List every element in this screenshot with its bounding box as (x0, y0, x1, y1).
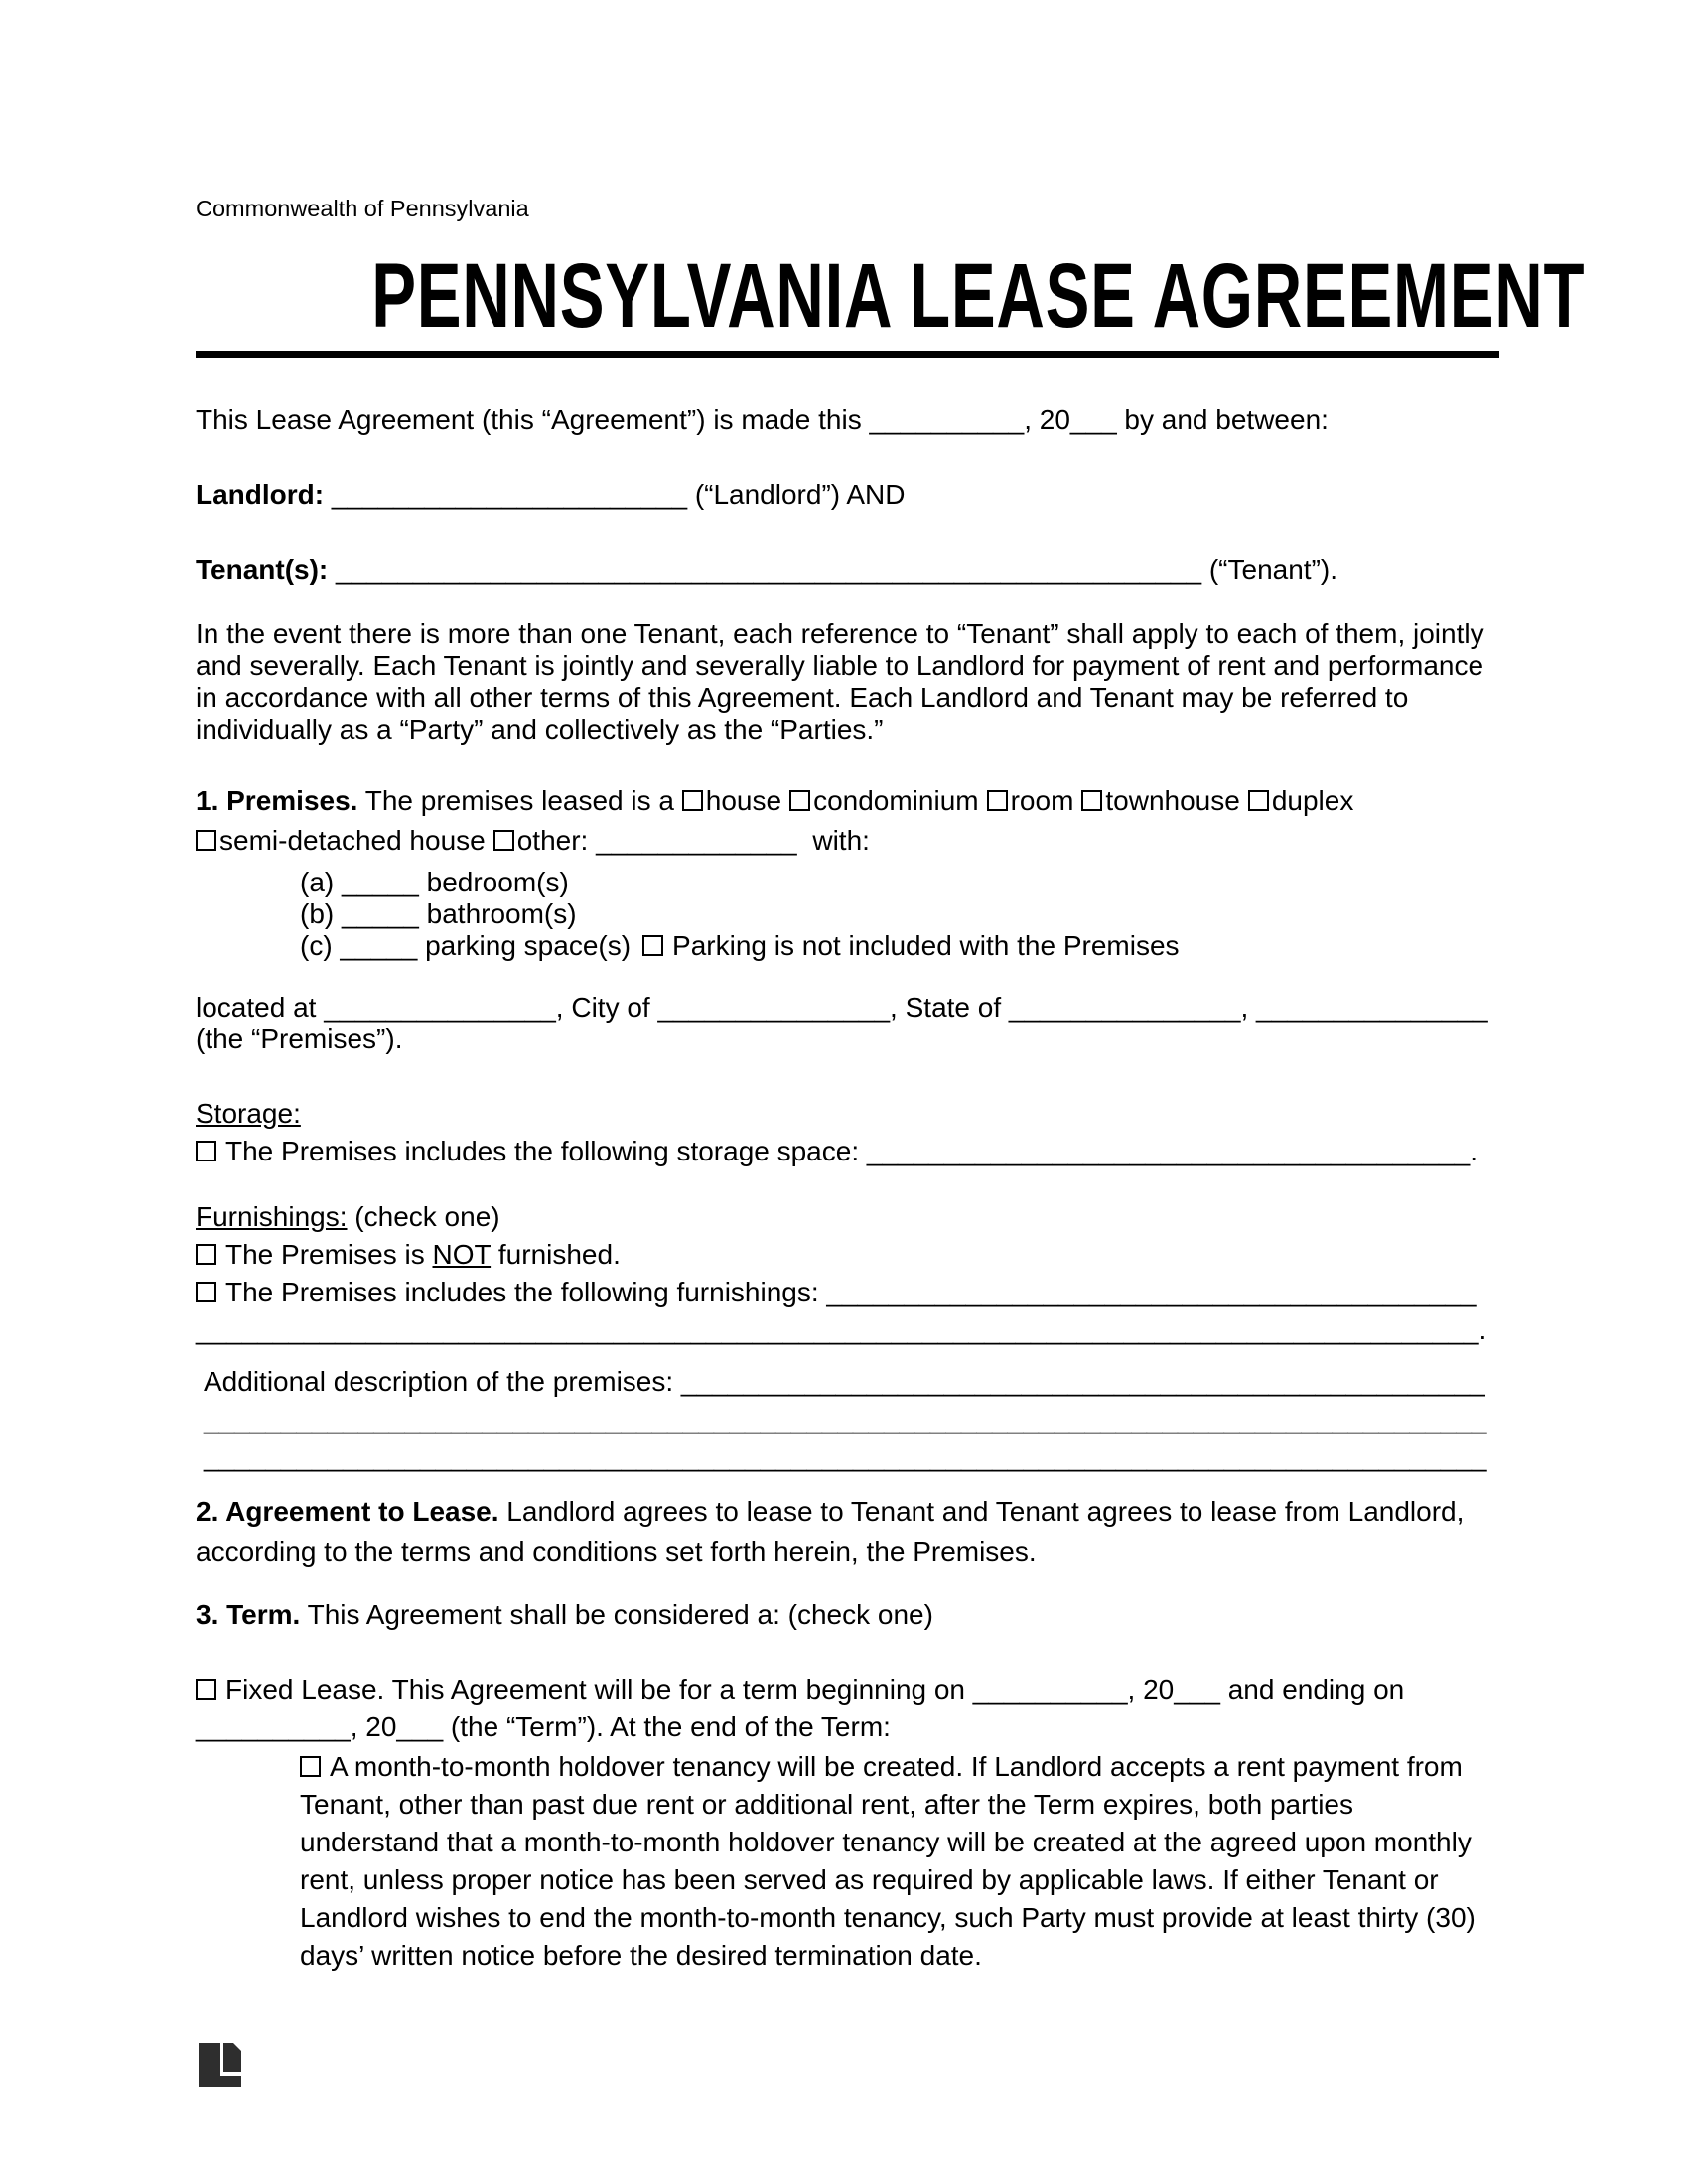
landlord-label: Landlord: (196, 479, 325, 510)
property-type-label: room (1010, 785, 1074, 816)
parking-note: Parking is not included with the Premises (672, 930, 1180, 961)
additional-description-block (196, 1363, 1499, 1476)
additional-description-label: Additional description of the premises: ____________________________________________________ (204, 1366, 1485, 1397)
property-type-label: condominium (813, 785, 979, 816)
with-suffix: with: (804, 825, 870, 856)
checkbox-holdover-tenancy[interactable] (300, 1756, 321, 1777)
furnishings-heading: Furnishings: (check one) (196, 1201, 500, 1232)
furnishings-heading-suffix: (check one) (347, 1201, 500, 1232)
detail-bedrooms: (a) _____ bedroom(s) (300, 867, 569, 897)
intro-paragraph: This Lease Agreement (this “Agreement”) is made this __________, 20___ by and between: (196, 404, 1329, 435)
additional-description-blank-line: ___________________________________________________________________________________ (204, 1441, 1487, 1472)
premises-detail-list (196, 867, 1499, 962)
multi-tenant-paragraph: In the event there is more than one Tenant, each reference to “Tenant” shall apply to each of them, jointly and severally. Each Tenant is jointly and severally liable to Landlord for payment of rent and performance in accordance with all other terms of this Agreement. Each Landlord and Tenant may be referred to individually as a “Party” and collectively as the “Parties.” (196, 618, 1484, 745)
property-type-label: townhouse (1105, 785, 1240, 816)
fixed-lease-text: Fixed Lease. This Agreement will be for a term beginning on __________, 20___ and ending on __________, 20___ (the “Term”). At the end of the Term: (196, 1674, 1405, 1742)
detail-bathrooms: (b) _____ bathroom(s) (300, 898, 577, 929)
checkbox-furnished[interactable] (196, 1282, 216, 1302)
section-2-agreement (196, 1492, 1499, 1571)
storage-block (196, 1095, 1499, 1170)
property-type-label: duplex (1271, 785, 1354, 816)
storage-option-text: The Premises includes the following storage space: _______________________________________. (225, 1136, 1477, 1166)
checkbox-duplex[interactable] (1248, 790, 1269, 811)
property-type-option-room (987, 785, 1074, 816)
legal-templates-logo (199, 2043, 241, 2087)
property-type-option-other (493, 825, 797, 856)
tenant-blank: ________________________________________________________ (“Tenant”). (328, 554, 1337, 585)
property-type-option-house (682, 785, 781, 816)
tenant-line (196, 554, 1499, 586)
checkbox-semi-detached[interactable] (196, 830, 216, 851)
fixed-lease-option (196, 1671, 1499, 1746)
not-word: NOT (432, 1239, 492, 1270)
checkbox-fixed-lease[interactable] (196, 1679, 216, 1700)
not-furnished-line: The Premises is NOT furnished. (196, 1236, 1499, 1274)
landlord-blank: _______________________ (“Landlord”) AND (324, 479, 906, 510)
page-title: PENNSYLVANIA LEASE AGREEMENT (371, 245, 1586, 346)
section-3-heading: 3. Term. (196, 1599, 301, 1630)
furnishings-list-blank: The Premises includes the following furnishings: __________________________________________ (225, 1277, 1477, 1307)
section-3-text: This Agreement shall be considered a: (check one) (300, 1599, 933, 1630)
section-2-heading: 2. Agreement to Lease. (196, 1496, 499, 1527)
furnishings-block (196, 1198, 1499, 1349)
section-2-text: Landlord agrees to lease to Tenant and Tenant agrees to lease from Landlord, according to the terms and conditions set forth herein, the Premises. (196, 1496, 1465, 1567)
section-3-term (196, 1599, 1499, 1631)
tenant-label: Tenant(s): (196, 554, 329, 585)
section-1-premises (196, 781, 1499, 861)
holdover-tenancy-option (196, 1748, 1499, 1975)
title-underline (196, 245, 1586, 358)
furnishings-list-blank-cont: ___________________________________________________________________________________. (196, 1314, 1487, 1345)
located-at-paragraph: located at _______________, City of _______________, State of _______________, _______________ (the “Premises”). (196, 992, 1488, 1054)
detail-parking-text: (c) _____ parking space(s) (300, 930, 632, 961)
section-1-heading: 1. Premises. (196, 785, 358, 816)
detail-parking (300, 930, 1499, 962)
property-type-label: semi-detached house (219, 825, 486, 856)
checkbox-room[interactable] (987, 790, 1008, 811)
checkbox-other[interactable] (493, 830, 514, 851)
checkbox-townhouse[interactable] (1081, 790, 1102, 811)
holdover-text: A month-to-month holdover tenancy will be created. If Landlord accepts a rent payment from Tenant, other than past due rent or additional rent, after the Term expires, both parties understand that a month-to-month holdover tenancy will be created at the agreed upon monthly rent, unless proper notice has been served as required by applicable laws. If either Tenant or Landlord wishes to end the month-to-month tenancy, such Party must provide at least thirty (30) days’ written notice before the desired termination date. (300, 1751, 1476, 1971)
jurisdiction-note: Commonwealth of Pennsylvania (196, 196, 529, 221)
checkbox-parking-not-included[interactable] (642, 935, 663, 956)
furnished-line (196, 1274, 1499, 1349)
additional-description-blank-line: ___________________________________________________________________________________ (204, 1404, 1487, 1434)
property-type-label: other: _____________ (516, 825, 797, 856)
property-type-label: house (705, 785, 782, 816)
checkbox-not-furnished[interactable] (196, 1244, 216, 1265)
landlord-line (196, 479, 1499, 511)
storage-option-line (196, 1133, 1499, 1170)
checkbox-storage-space[interactable] (196, 1141, 216, 1161)
checkbox-house[interactable] (682, 790, 703, 811)
legal-templates-logo-icon (199, 2043, 241, 2087)
property-type-option-townhouse (1081, 785, 1239, 816)
storage-heading: Storage: (196, 1098, 301, 1129)
section-1-lead: The premises leased is a (357, 785, 682, 816)
property-type-option-condominium (789, 785, 979, 816)
checkbox-condominium[interactable] (789, 790, 810, 811)
property-type-option-duplex (1248, 785, 1354, 816)
property-type-option-semi-detached (196, 825, 486, 856)
